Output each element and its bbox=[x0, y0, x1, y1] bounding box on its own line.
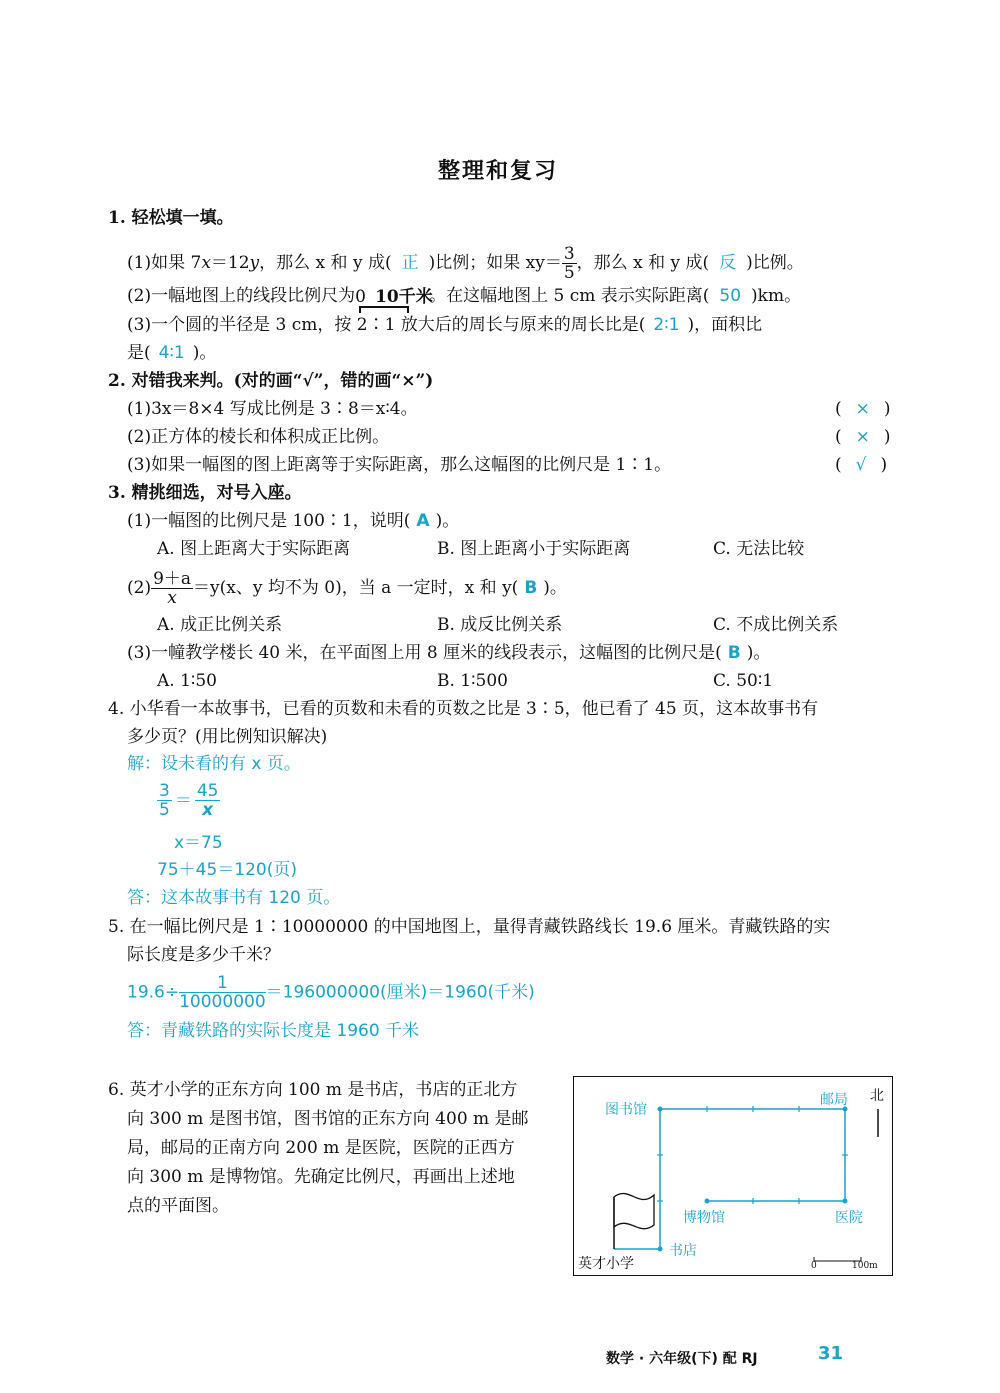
footer-subject: 数学 · 六年级(下) 配 RJ bbox=[606, 1351, 758, 1367]
map-diagram bbox=[573, 1076, 893, 1276]
map-museum-label: 博物馆 bbox=[683, 1210, 725, 1226]
q2-item-1-bracket: ( × ) bbox=[835, 399, 891, 419]
q5-line-1: 5. 在一幅比例尺是 1∶10000000 的中国地图上，量得青藏铁路线长 19.6 厘米。青藏铁路的实 bbox=[108, 917, 831, 937]
q1-sub1-answer2: 反 bbox=[719, 253, 737, 273]
page-number: 31 bbox=[818, 1343, 844, 1364]
q4-solution-2: x＝75 bbox=[174, 833, 223, 853]
q1-sub1: (1)如果 7x＝12y，那么 x 和 y 成( 正 )比例；如果 xy＝ $\frac{3}{5}$ ，那么 x 和 y 成( 反 )比例。 bbox=[127, 244, 804, 283]
q2-item-2-bracket: ( × ) bbox=[835, 427, 891, 447]
q4-line-1: 4. 小华看一本故事书，已看的页数和未看的页数之比是 3∶5，他已看了 45 页，这本故事书有 bbox=[108, 699, 819, 719]
q1-sub1-answer1: 正 bbox=[401, 253, 419, 273]
q3-sub1-opt-a: A. 图上距离大于实际距离 bbox=[157, 539, 351, 559]
map-post-label: 邮局 bbox=[820, 1092, 848, 1108]
q3-sub3-opt-a: A. 1∶50 bbox=[157, 671, 217, 691]
q2-item-1: (1)3x＝8×4 写成比例是 3∶8＝x∶4。 bbox=[127, 399, 418, 419]
q1-sub2-answer: 50 bbox=[719, 286, 742, 306]
q5-answer: 答：青藏铁路的实际长度是 1960 千米 bbox=[127, 1021, 420, 1041]
q3-sub3-opt-c: C. 50∶1 bbox=[713, 671, 774, 691]
q2-item-3: (3)如果一幅图的图上距离等于实际距离，那么这幅图的比例尺是 1∶1。 bbox=[127, 455, 672, 475]
q1-fraction: $\frac{3}{5}$ bbox=[563, 244, 575, 283]
q4-solution-1: 解：设未看的有 x 页。 bbox=[127, 754, 301, 774]
page-title: 整理和复习 bbox=[438, 159, 559, 184]
q3-fraction: $\frac{9+a}{x}$ bbox=[153, 569, 192, 608]
q3-sub3-answer: B bbox=[727, 643, 741, 663]
q4-equation: $\frac{3}{5}$ ＝ $\frac{45}{x}$ bbox=[159, 781, 219, 820]
q3-sub1: (1)一幅图的比例尺是 100∶1，说明( A )。 bbox=[127, 511, 460, 531]
map-scale-zero: 0 bbox=[811, 1261, 817, 1271]
q1-sub3: (3)一个圆的半径是 3 cm，按 2∶1 放大后的周长与原来的周长比是( 2∶1 )，面积比 bbox=[127, 315, 763, 335]
q1-heading: 1. 轻松填一填。 bbox=[108, 208, 234, 228]
map-hospital-label: 医院 bbox=[835, 1210, 863, 1226]
north-icon: 北 bbox=[870, 1088, 884, 1104]
q3-sub1-answer: A bbox=[416, 511, 430, 531]
q3-heading: 3. 精挑细选，对号入座。 bbox=[108, 483, 302, 503]
map-school-label: 英才小学 bbox=[578, 1256, 634, 1272]
q3-sub3-opt-b: B. 1∶500 bbox=[437, 671, 508, 691]
q3-sub2: (2) $\frac{9+a}{x}$ ＝y(x、y 均不为 0)，当 a 一定时，x 和 y( B )。 bbox=[127, 569, 567, 608]
q3-sub1-opt-b: B. 图上距离小于实际距离 bbox=[437, 539, 631, 559]
q5-line-2: 际长度是多少千米？ bbox=[127, 945, 280, 965]
q3-sub2-opt-b: B. 成反比例关系 bbox=[437, 615, 563, 635]
q2-heading: 2. 对错我来判。(对的画“√”，错的画“×”) bbox=[108, 371, 434, 391]
q2-item-2: (2)正方体的棱长和体积成正比例。 bbox=[127, 427, 390, 447]
q4-answer: 答：这本故事书有 120 页。 bbox=[127, 888, 341, 908]
q1-sub3-answer2: 4∶1 bbox=[158, 343, 185, 363]
q3-sub2-opt-a: A. 成正比例关系 bbox=[157, 615, 283, 635]
q1-sub2: (2)一幅地图上的线段比例尺为 0 10千米 。在这幅地图上 5 cm 表示实际距离( 50 )km。 bbox=[127, 285, 801, 307]
q4-line-2: 多少页？(用比例知识解决) bbox=[127, 727, 328, 747]
q3-sub1-opt-c: C. 无法比较 bbox=[713, 539, 805, 559]
q3-sub3: (3)一幢教学楼长 40 米，在平面图上用 8 厘米的线段表示，这幅图的比例尺是( B )。 bbox=[127, 643, 771, 663]
map-bookstore-label: 书店 bbox=[669, 1243, 697, 1259]
q1-sub3-answer1: 2∶1 bbox=[653, 315, 680, 335]
q3-sub2-answer: B bbox=[524, 578, 538, 598]
q5-calculation: 19.6÷ $\frac{1}{10000000}$ ＝196000000(厘米)＝1960(千米) bbox=[127, 973, 535, 1012]
q1-sub3-cont: 是( 4∶1 )。 bbox=[127, 343, 217, 363]
q3-sub2-opt-c: C. 不成比例关系 bbox=[713, 615, 839, 635]
map-scale-100: 100m bbox=[852, 1261, 878, 1271]
map-library-label: 图书馆 bbox=[605, 1102, 647, 1118]
q6-text: 6. 英才小学的正东方向 100 m 是书店，书店的正北方 向 300 m 是图书馆，图书馆的正东方向 400 m 是邮 局，邮局的正南方向 200 m 是医院，医院的正西方 向 300 m 是博物馆。先确定比例尺，再画出上述地 点的平面图。 bbox=[108, 1080, 529, 1216]
q4-solution-3: 75＋45＝120(页) bbox=[157, 860, 297, 880]
q2-item-3-bracket: ( √ ) bbox=[835, 455, 888, 475]
